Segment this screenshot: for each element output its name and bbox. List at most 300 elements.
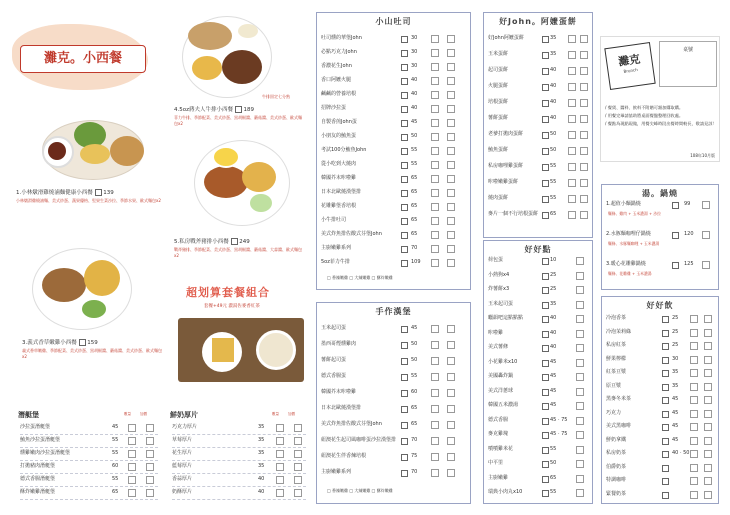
item-price: 40 — [550, 99, 557, 105]
order-checkbox[interactable] — [542, 345, 549, 352]
quantity-cell[interactable] — [447, 231, 455, 239]
order-checkbox[interactable] — [401, 204, 408, 211]
quantity-cell[interactable] — [431, 35, 439, 43]
item-price: 50 — [411, 341, 418, 347]
quantity-cell[interactable] — [294, 463, 302, 471]
quantity-cell[interactable] — [690, 423, 698, 431]
quantity-cell[interactable] — [431, 105, 439, 113]
quantity-cell[interactable] — [576, 417, 584, 425]
order-checkbox[interactable] — [542, 447, 549, 454]
quantity-cell[interactable] — [576, 272, 584, 280]
list-item — [606, 435, 714, 446]
quantity-cell[interactable] — [704, 383, 712, 391]
order-checkbox[interactable] — [401, 190, 408, 197]
order-checkbox[interactable] — [542, 116, 549, 123]
brand-area — [12, 18, 152, 98]
order-checkbox[interactable] — [401, 406, 408, 413]
quantity-cell[interactable] — [447, 373, 455, 381]
quantity-cell[interactable] — [128, 463, 136, 471]
quantity-cell[interactable] — [580, 115, 588, 123]
order-checkbox[interactable] — [542, 360, 549, 367]
quantity-cell[interactable] — [702, 201, 710, 209]
quantity-cell[interactable] — [580, 195, 588, 203]
quantity-cell[interactable] — [431, 325, 439, 333]
order-checkbox[interactable] — [662, 370, 669, 377]
quantity-cell[interactable] — [580, 131, 588, 139]
quantity-cell[interactable] — [146, 489, 154, 497]
toast-sub: □ 香辣嫩雞 □ 大辣嫩雞 □ 酥炸嫩雞 — [327, 275, 393, 280]
item-price: 55 — [411, 147, 418, 153]
order-checkbox[interactable] — [662, 384, 669, 391]
sub-col-extra: 加價 — [140, 412, 147, 416]
order-checkbox[interactable] — [542, 132, 549, 139]
quantity-cell[interactable] — [576, 359, 584, 367]
quantity-cell[interactable] — [128, 437, 136, 445]
order-checkbox[interactable] — [662, 316, 669, 323]
order-checkbox[interactable] — [401, 374, 408, 381]
item-price: 40 — [411, 105, 418, 111]
list-item — [321, 131, 466, 142]
quantity-cell[interactable] — [576, 330, 584, 338]
quantity-cell[interactable] — [576, 388, 584, 396]
quantity-cell[interactable] — [690, 329, 698, 337]
list-item — [321, 75, 466, 86]
quantity-cell[interactable] — [704, 464, 712, 472]
quantity-cell[interactable] — [568, 211, 576, 219]
quantity-cell[interactable] — [580, 147, 588, 155]
quantity-cell[interactable] — [447, 161, 455, 169]
quantity-cell[interactable] — [568, 115, 576, 123]
quantity-cell[interactable] — [276, 424, 284, 432]
quantity-cell[interactable] — [431, 437, 439, 445]
order-checkbox[interactable] — [542, 374, 549, 381]
order-checkbox[interactable] — [401, 470, 408, 477]
quantity-cell[interactable] — [431, 389, 439, 397]
list-item — [321, 89, 466, 100]
quantity-cell[interactable] — [431, 119, 439, 127]
list-item — [488, 129, 588, 140]
quantity-cell[interactable] — [704, 342, 712, 350]
order-checkbox[interactable] — [401, 342, 408, 349]
item-price: 65 — [411, 217, 418, 223]
quantity-cell[interactable] — [447, 469, 455, 477]
quantity-cell[interactable] — [431, 357, 439, 365]
quantity-cell[interactable] — [276, 437, 284, 445]
item-price: 40 — [550, 329, 557, 336]
quantity-cell[interactable] — [568, 83, 576, 91]
quantity-cell[interactable] — [146, 437, 154, 445]
item-price: 65 — [550, 211, 557, 217]
order-checkbox[interactable] — [662, 438, 669, 445]
list-item — [321, 159, 466, 170]
item-price: 45 — [550, 358, 557, 365]
order-checkbox[interactable] — [401, 454, 408, 461]
order-checkbox[interactable] — [662, 357, 669, 364]
quantity-cell[interactable] — [576, 301, 584, 309]
quantity-cell[interactable] — [431, 469, 439, 477]
order-checkbox[interactable] — [662, 397, 669, 404]
quantity-cell[interactable] — [447, 119, 455, 127]
item-name: 草莓厚片 — [172, 437, 193, 443]
quantity-cell[interactable] — [431, 259, 439, 267]
quantity-cell[interactable] — [580, 83, 588, 91]
quantity-cell[interactable] — [447, 63, 455, 71]
quantity-cell[interactable] — [447, 437, 455, 445]
item-name: 德式香腸 — [488, 416, 509, 423]
item-name: 小熱狗x4 — [488, 271, 510, 278]
list-item — [606, 394, 714, 405]
list-item — [172, 422, 306, 433]
quantity-cell[interactable] — [704, 423, 712, 431]
order-checkbox[interactable] — [672, 262, 679, 269]
quantity-cell[interactable] — [447, 341, 455, 349]
quantity-cell[interactable] — [690, 315, 698, 323]
order-checkbox[interactable] — [662, 478, 669, 485]
quantity-cell[interactable] — [704, 450, 712, 458]
order-checkbox[interactable] — [401, 50, 408, 57]
quantity-cell[interactable] — [576, 373, 584, 381]
quantity-cell[interactable] — [568, 163, 576, 171]
quantity-cell[interactable] — [294, 450, 302, 458]
quantity-cell[interactable] — [568, 51, 576, 59]
soup-title: 湯。鍋燒 — [642, 189, 678, 198]
quantity-cell[interactable] — [431, 453, 439, 461]
list-item — [606, 462, 714, 473]
quantity-cell[interactable] — [447, 77, 455, 85]
quantity-cell[interactable] — [576, 257, 584, 265]
list-item — [606, 448, 714, 459]
order-checkbox[interactable] — [401, 260, 408, 267]
quantity-cell[interactable] — [431, 77, 439, 85]
pancake-title: 好John。阿嬤蛋餅 — [499, 17, 577, 26]
quantity-cell[interactable] — [128, 450, 136, 458]
order-checkbox[interactable] — [542, 432, 549, 439]
quantity-cell[interactable] — [690, 396, 698, 404]
order-checkbox[interactable] — [542, 490, 549, 497]
quantity-cell[interactable] — [580, 211, 588, 219]
quantity-cell[interactable] — [128, 424, 136, 432]
order-checkbox[interactable] — [401, 326, 408, 333]
order-checkbox[interactable] — [401, 36, 408, 43]
quantity-cell[interactable] — [690, 369, 698, 377]
quantity-cell[interactable] — [447, 259, 455, 267]
order-checkbox[interactable] — [542, 100, 549, 107]
item-name: 好John阿嬤蛋餅 — [488, 35, 524, 41]
item-name: 中平里 — [488, 460, 504, 466]
quantity-cell[interactable] — [431, 63, 439, 71]
item-name: 特調咖啡 — [606, 477, 627, 483]
order-checkbox[interactable] — [401, 106, 408, 113]
order-checkbox[interactable] — [542, 403, 549, 410]
quantity-cell[interactable] — [294, 424, 302, 432]
quantity-cell[interactable] — [447, 421, 455, 429]
quantity-cell[interactable] — [704, 315, 712, 323]
list-item — [321, 215, 466, 226]
order-checkbox[interactable] — [401, 246, 408, 253]
quantity-cell[interactable] — [447, 175, 455, 183]
quantity-cell[interactable] — [431, 189, 439, 197]
order-checkbox[interactable] — [401, 78, 408, 85]
quantity-cell[interactable] — [704, 369, 712, 377]
quantity-cell[interactable] — [146, 424, 154, 432]
order-checkbox[interactable] — [542, 389, 549, 396]
list-item — [606, 408, 714, 419]
quantity-cell[interactable] — [447, 91, 455, 99]
meal-note-4: 牛排固定七分熟 — [262, 94, 290, 99]
order-checkbox[interactable] — [542, 84, 549, 91]
list-item — [606, 259, 714, 270]
item-name: 噴噴雞米花 — [488, 445, 514, 452]
order-checkbox[interactable] — [542, 196, 549, 203]
quantity-cell[interactable] — [447, 189, 455, 197]
quantity-cell[interactable] — [431, 405, 439, 413]
item-price: 60 — [411, 389, 418, 395]
order-checkbox[interactable] — [401, 120, 408, 127]
order-checkbox[interactable] — [542, 476, 549, 483]
order-checkbox[interactable] — [662, 343, 669, 350]
item-price: 65 — [411, 231, 418, 237]
order-checkbox[interactable] — [542, 302, 549, 309]
snack-panel — [483, 240, 593, 504]
thick-col-extra: 加價 — [288, 412, 295, 416]
quantity-cell[interactable] — [294, 476, 302, 484]
order-checkbox[interactable] — [401, 176, 408, 183]
item-name: 培根蛋餅 — [488, 99, 509, 105]
item-name: 巧克力厚片 — [172, 424, 198, 430]
quantity-cell[interactable] — [568, 131, 576, 139]
order-checkbox[interactable] — [542, 148, 549, 155]
quantity-cell[interactable] — [576, 460, 584, 468]
quantity-cell[interactable] — [431, 245, 439, 253]
order-checkbox[interactable] — [542, 461, 549, 468]
quantity-cell[interactable] — [276, 463, 284, 471]
quantity-cell[interactable] — [690, 450, 698, 458]
quantity-cell[interactable] — [146, 476, 154, 484]
quantity-cell[interactable] — [580, 35, 588, 43]
item-price: 40 — [550, 83, 557, 89]
order-checkbox[interactable] — [542, 258, 549, 265]
item-name: 原豆漿 — [606, 382, 622, 389]
quantity-cell[interactable] — [580, 179, 588, 187]
quantity-cell[interactable] — [576, 475, 584, 483]
order-checkbox[interactable] — [542, 212, 549, 219]
quantity-cell[interactable] — [431, 175, 439, 183]
order-checkbox[interactable] — [542, 331, 549, 338]
quantity-cell[interactable] — [294, 437, 302, 445]
order-checkbox[interactable] — [662, 411, 669, 418]
item-price: 65 — [411, 175, 418, 181]
quantity-cell[interactable] — [704, 477, 712, 485]
quantity-cell[interactable] — [431, 49, 439, 57]
item-name: 美式洋蔥球 — [488, 387, 514, 394]
quantity-cell[interactable] — [704, 396, 712, 404]
order-checkbox[interactable] — [401, 162, 408, 169]
quantity-cell[interactable] — [276, 476, 284, 484]
quantity-cell[interactable] — [447, 245, 455, 253]
order-checkbox[interactable] — [542, 287, 549, 294]
quantity-cell[interactable] — [276, 489, 284, 497]
quantity-cell[interactable] — [447, 203, 455, 211]
quantity-cell[interactable] — [576, 344, 584, 352]
quantity-cell[interactable] — [431, 161, 439, 169]
order-checkbox[interactable] — [401, 64, 408, 71]
quantity-cell[interactable] — [447, 35, 455, 43]
quantity-cell[interactable] — [447, 105, 455, 113]
order-checkbox[interactable] — [401, 438, 408, 445]
quantity-cell[interactable] — [580, 99, 588, 107]
meal-desc-4: 菲力牛排、季節配菜、美式炒蛋、黑胡椒醬、蘑菇醬、美式炒蛋、歐式麵包x2 — [174, 115, 302, 126]
item-name: 奶酥厚片 — [172, 489, 193, 495]
quantity-cell[interactable] — [704, 410, 712, 418]
order-checkbox[interactable] — [542, 52, 549, 59]
quantity-cell[interactable] — [704, 329, 712, 337]
quantity-cell[interactable] — [568, 35, 576, 43]
order-checkbox[interactable] — [401, 148, 408, 155]
quantity-cell[interactable] — [431, 341, 439, 349]
item-price: 40 — [411, 91, 418, 97]
list-item — [172, 487, 306, 498]
quantity-cell[interactable] — [568, 147, 576, 155]
quantity-cell[interactable] — [580, 163, 588, 171]
order-checkbox[interactable] — [672, 202, 679, 209]
item-name: 玉米蛋餅 — [488, 51, 509, 57]
quantity-cell[interactable] — [294, 489, 302, 497]
quantity-cell[interactable] — [702, 261, 710, 269]
order-checkbox[interactable] — [401, 218, 408, 225]
list-item — [321, 103, 466, 114]
list-item — [321, 419, 466, 430]
order-checkbox[interactable] — [542, 180, 549, 187]
quantity-cell[interactable] — [690, 464, 698, 472]
burger-title: 手作漢堡 — [375, 307, 412, 316]
order-checkbox[interactable] — [401, 232, 408, 239]
quantity-cell[interactable] — [431, 133, 439, 141]
item-price: 30 — [672, 355, 679, 362]
quantity-cell[interactable] — [702, 231, 710, 239]
order-checkbox[interactable] — [542, 418, 549, 425]
item-price: 45 — [411, 119, 418, 125]
quantity-cell[interactable] — [690, 383, 698, 391]
list-item — [606, 475, 714, 486]
quantity-cell[interactable] — [690, 342, 698, 350]
item-name: 藍莓厚片 — [172, 463, 193, 469]
quantity-cell[interactable] — [576, 431, 584, 439]
quantity-cell[interactable] — [704, 356, 712, 364]
list-item — [488, 193, 588, 204]
list-item — [606, 313, 714, 324]
list-item — [172, 474, 306, 485]
list-item — [321, 229, 466, 240]
item-name: 小花雞米x10 — [488, 358, 518, 365]
quantity-cell[interactable] — [704, 491, 712, 499]
item-price: 25 — [550, 271, 557, 278]
quantity-cell[interactable] — [128, 476, 136, 484]
quantity-cell[interactable] — [690, 437, 698, 445]
order-checkbox[interactable] — [662, 492, 669, 499]
quantity-cell[interactable] — [568, 179, 576, 187]
quantity-cell[interactable] — [447, 405, 455, 413]
order-checkbox[interactable] — [672, 232, 679, 239]
order-checkbox[interactable] — [662, 451, 669, 458]
quantity-cell[interactable] — [447, 357, 455, 365]
item-price: 50 — [411, 357, 418, 363]
item-price: 45 — [411, 325, 418, 331]
quantity-cell[interactable] — [580, 51, 588, 59]
quantity-cell[interactable] — [431, 231, 439, 239]
quantity-cell[interactable] — [568, 195, 576, 203]
quantity-cell[interactable] — [690, 356, 698, 364]
order-checkbox[interactable] — [401, 422, 408, 429]
info-card — [600, 36, 720, 162]
order-checkbox[interactable] — [542, 68, 549, 75]
item-name: 招牌沙拉蛋 — [321, 105, 347, 111]
quantity-cell[interactable] — [431, 217, 439, 225]
order-checkbox[interactable] — [662, 465, 669, 472]
quantity-cell[interactable] — [690, 410, 698, 418]
quantity-cell[interactable] — [447, 49, 455, 57]
quantity-cell[interactable] — [690, 491, 698, 499]
list-item — [321, 117, 466, 128]
quantity-cell[interactable] — [431, 373, 439, 381]
quantity-cell[interactable] — [704, 437, 712, 445]
quantity-cell[interactable] — [576, 315, 584, 323]
quantity-cell[interactable] — [580, 67, 588, 75]
item-name: 麥片一個不行培根蛋餅 — [488, 211, 539, 217]
order-checkbox[interactable] — [401, 358, 408, 365]
item-name: 玉米起司蛋 — [321, 325, 347, 331]
list-item — [606, 199, 714, 210]
order-checkbox[interactable] — [401, 134, 408, 141]
quantity-cell[interactable] — [431, 91, 439, 99]
quantity-cell[interactable] — [447, 325, 455, 333]
quantity-cell[interactable] — [431, 203, 439, 211]
quantity-cell[interactable] — [447, 453, 455, 461]
quantity-cell[interactable] — [146, 450, 154, 458]
quantity-cell[interactable] — [576, 402, 584, 410]
item-price: 60 — [112, 463, 119, 469]
quantity-cell[interactable] — [447, 389, 455, 397]
quantity-cell[interactable] — [128, 489, 136, 497]
order-checkbox[interactable] — [662, 330, 669, 337]
quantity-cell[interactable] — [447, 133, 455, 141]
quantity-cell[interactable] — [568, 99, 576, 107]
quantity-cell[interactable] — [431, 147, 439, 155]
order-checkbox[interactable] — [401, 92, 408, 99]
quantity-cell[interactable] — [447, 147, 455, 155]
quantity-cell[interactable] — [568, 67, 576, 75]
quantity-cell[interactable] — [276, 450, 284, 458]
order-checkbox[interactable] — [542, 164, 549, 171]
list-item — [321, 33, 466, 44]
seat-box[interactable] — [659, 41, 717, 87]
quantity-cell[interactable] — [146, 463, 154, 471]
quantity-cell[interactable] — [447, 217, 455, 225]
order-checkbox[interactable] — [542, 273, 549, 280]
order-checkbox[interactable] — [542, 316, 549, 323]
order-checkbox[interactable] — [662, 424, 669, 431]
quantity-cell[interactable] — [431, 421, 439, 429]
note-1: / 餐貨、醬料、飲料不附贈可額加購取購。 — [605, 105, 684, 110]
quantity-cell[interactable] — [576, 446, 584, 454]
quantity-cell[interactable] — [576, 286, 584, 294]
meal-name-3: 3.義式香草嫩雞小西餐 159 — [22, 340, 98, 346]
order-checkbox[interactable] — [401, 390, 408, 397]
quantity-cell[interactable] — [576, 489, 584, 497]
quantity-cell[interactable] — [690, 477, 698, 485]
order-checkbox[interactable] — [542, 36, 549, 43]
item-price: 45 — [550, 402, 557, 408]
item-name: 鮮果檸檬 — [606, 355, 627, 362]
